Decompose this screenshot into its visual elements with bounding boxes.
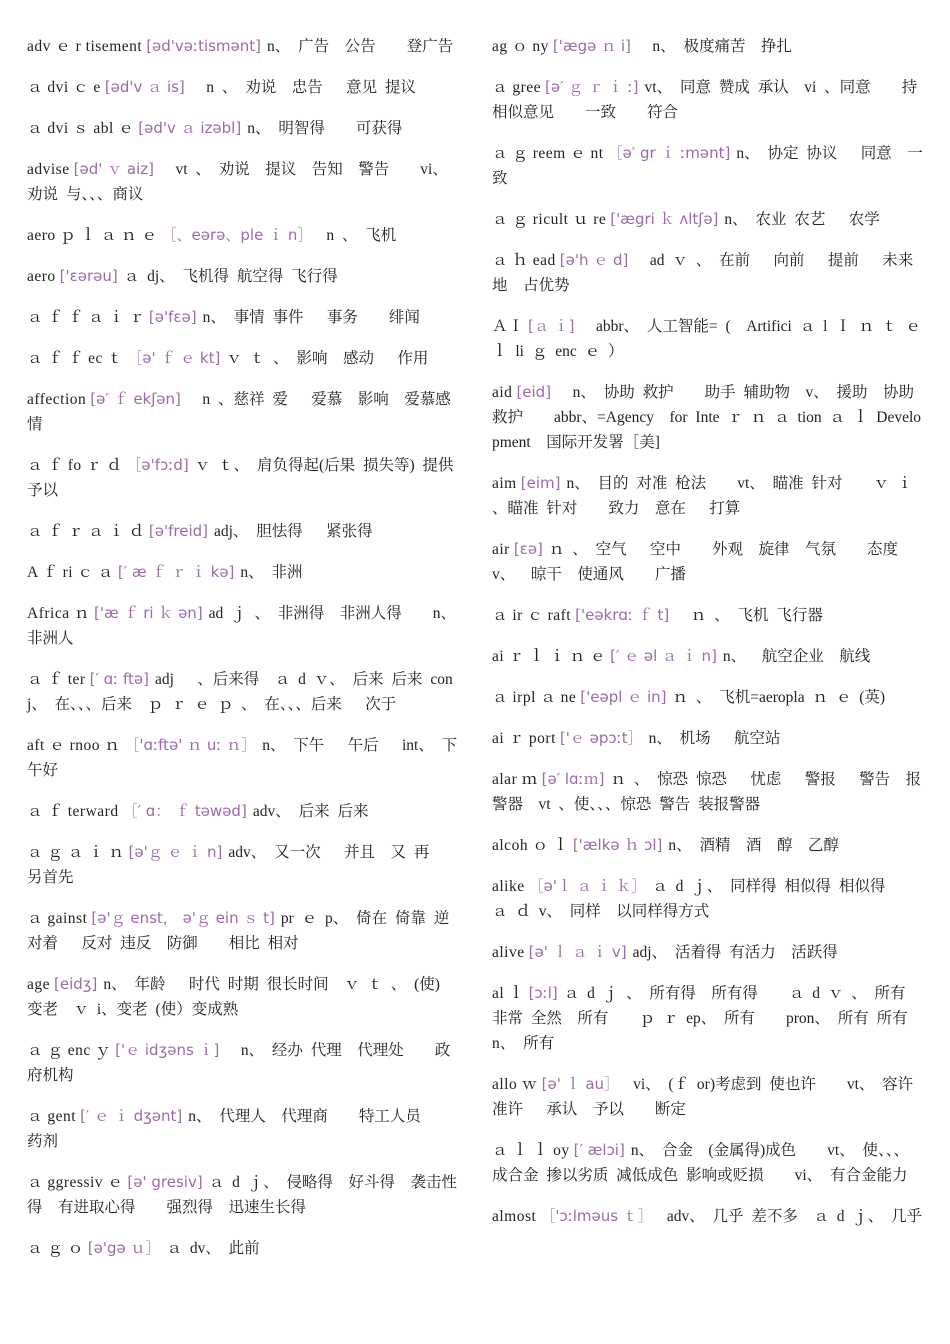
entry-phonetic: [ə′ lɑːｍ] [541, 770, 605, 788]
entry-phonetic: [ɔːl] [528, 984, 558, 1002]
entry-word: aero ｐ ｌ ａ ｎ ｅ [27, 227, 158, 244]
vocab-entry [27, 387, 460, 437]
entry-phonetic: [eid] [516, 383, 552, 401]
entry-phonetic: ['ægri ｋ ʌltʃə] [610, 210, 719, 228]
vocab-entry [27, 560, 460, 585]
entry-definition: n、 代理人 代理商 特工人员 药剂 [27, 1108, 452, 1150]
entry-definition: vt、 同意 赞成 承认 vi 、同意 持相似意见 一致 符合 [492, 79, 918, 121]
vocab-entry [492, 874, 924, 924]
entry-word: ａ ｆ ｆ ａ ｉ ｒ [27, 309, 145, 326]
entry-phonetic: [ə' ｌ au］ [541, 1075, 612, 1093]
entry-word: ａ ｆ ter [27, 671, 86, 688]
entry-definition: n、 目的 对准 枪法 vt、 瞄准 针对 ｖ ｉ 、瞄准 针对 致力 意在 打算 [492, 475, 913, 517]
entry-phonetic: [ə' gresiv] [127, 1173, 203, 1191]
entry-definition: ｎ 、 飞机=aeropla ｎ ｅ (英) [672, 689, 886, 706]
entry-word: al ｌ [492, 985, 525, 1002]
entry-phonetic: [əd'v ａ izəbl] [138, 119, 242, 137]
entry-definition: ｖ ｔ、 肩负得起(后果 损失等) 提供 予以 [27, 457, 454, 499]
entry-phonetic: [eim] [520, 474, 561, 492]
entry-definition: adv、 几乎 差不多 ａ d ｊ、 几乎 [651, 1208, 923, 1225]
entry-word: ａ ｇ reem ｅ nt [492, 145, 604, 162]
entry-phonetic: [əd'vəːtismənt] [146, 37, 262, 55]
entry-word: ａ ｇ ｏ [27, 1240, 84, 1257]
entry-definition: ａ d ｊ、 同样得 相似得 相似得 ａ ｄ v、 同样 以同样得方式 [492, 878, 917, 920]
entry-word: ａ gree [492, 79, 542, 96]
entry-phonetic: ['æ ｆ ri ｋ ən] [93, 604, 203, 622]
entry-definition: n、 年龄 时代 时期 很长时间 ｖ ｔ 、 (使) 变老 ｖ i、变老 (使）变成熟 [27, 976, 440, 1018]
vocab-entry [492, 1072, 924, 1122]
entry-definition: vi、 (ｆ or)考虑到 使也许 vt、 容许 准许 承认 予以 断定 [492, 1076, 914, 1118]
vocab-entry [492, 833, 924, 858]
vocab-entry [492, 380, 930, 455]
entry-definition: abbr、 人工智能= ( Artifici ａ l Ｉ ｎ ｔ ｅ ｌ li ｇ enc ｅ ） [492, 318, 921, 360]
vocab-entry [492, 603, 924, 628]
entry-phonetic: [əd'v ａ is] [104, 78, 185, 96]
entry-phonetic: ［ə' ｆ ｅ kt] [127, 349, 221, 367]
entry-word: ａ ｈ ead [492, 252, 556, 269]
entry-word: aim [492, 475, 517, 492]
entry-definition: ａ dj、 飞机得 航空得 飞行得 [123, 268, 338, 285]
entry-definition: ｖ ｔ 、 影响 感动 作用 [226, 350, 429, 367]
entry-phonetic: [′ æ ｆ ｒ ｉ kə] [117, 563, 235, 581]
entry-word: ＡＩ [492, 318, 525, 335]
entry-word: ａ ｆ terward [27, 803, 119, 820]
entry-definition: n 、 飞机 [310, 227, 397, 244]
vocab-entry [27, 223, 460, 248]
entry-phonetic: [ə′ ｆ ekʃən] [90, 390, 181, 408]
vocab-entry [27, 453, 460, 503]
entry-definition: vt 、 劝说 提议 告知 警告 vi、劝说 与、、、商议 [27, 161, 448, 203]
vocab-entry [27, 519, 460, 544]
entry-definition: n、 协定 协议 同意 一致 [492, 145, 923, 187]
entry-word: ａ ｇ ａ ｉ ｎ [27, 844, 125, 861]
entry-definition: n、 下午 午后 int、 下午好 [27, 737, 458, 779]
entry-word: ａ dvi ｃ e [27, 79, 101, 96]
entry-definition: n、 合金 (金属得)成色 vt、 使、、、成合金 掺以劣质 减低成色 影响或贬损 vi、 有合金能力 [492, 1142, 909, 1184]
vocab-entry [492, 75, 924, 125]
vocab-entry [27, 34, 460, 59]
entry-definition: adv、 又一次 并且 又 再 另首先 [27, 844, 461, 886]
entry-phonetic: [əd' ｖ aiz] [73, 160, 154, 178]
vocab-entry [492, 767, 924, 817]
right-column [492, 34, 930, 1245]
vocab-entry [492, 34, 924, 59]
vocab-entry [27, 346, 460, 371]
entry-word: ａ ｆ ｒ ａ ｉ ｄ [27, 523, 145, 540]
vocab-entry [492, 981, 924, 1056]
vocab-entry [27, 972, 460, 1022]
entry-word: alike [492, 878, 525, 895]
entry-definition: ａ d ｊ 、 所有得 所有得 ａ d ｖ 、 所有 非常 全然 所有 ｐ ｒ ep、 所有 pron、 所有 所有 n、 所有 [492, 985, 924, 1052]
entry-word: alive [492, 944, 525, 961]
vocab-entry [492, 314, 924, 364]
vocab-entry [492, 207, 924, 232]
entry-definition: ad ｊ 、 非洲得 非洲人得 n、非洲人 [27, 605, 457, 647]
entry-definition: adv、 后来 后来 [252, 803, 369, 820]
vocab-entry [27, 1170, 460, 1220]
entry-phonetic: [ə' ｌ ａ ｉ v] [528, 943, 627, 961]
vocab-entry [27, 667, 460, 717]
entry-definition: ａ d ｊ、 侵略得 好斗得 袭击性得 有进取心得 强烈得 迅速生长得 [27, 1174, 457, 1216]
entry-word: air [492, 541, 510, 558]
entry-phonetic: [ə′ ｇ ｒ ｉ ː] [545, 78, 639, 96]
vocab-entry [492, 248, 924, 298]
entry-word: aid [492, 384, 513, 401]
vocab-entry [27, 906, 460, 956]
vocab-entry [27, 305, 460, 330]
entry-word: ａ ir ｃ raft [492, 607, 572, 624]
entry-word: ａ ggressiv ｅ [27, 1174, 124, 1191]
vocab-entry [27, 157, 460, 207]
entry-word: ai ｒ port [492, 730, 556, 747]
entry-phonetic: [eidʒ] [54, 975, 98, 993]
vocab-entry [27, 840, 460, 890]
entry-word: almost [492, 1208, 537, 1225]
entry-word: A ｆ ri ｃ ａ [27, 564, 114, 581]
entry-definition: adj、 胆怯得 紧张得 [213, 523, 373, 540]
entry-word: ａ ｌ ｌ oy [492, 1142, 570, 1159]
entry-word: aero [27, 268, 56, 285]
entry-phonetic: [ə'gə ｕ］ [87, 1239, 161, 1257]
entry-word: alcoh ｏ ｌ [492, 837, 569, 854]
entry-word: ag ｏ ny [492, 38, 549, 55]
entry-phonetic: ［ə'fɔːd] [126, 456, 189, 474]
vocab-entry [492, 141, 924, 191]
entry-word: adv ｅ r tisement [27, 38, 143, 55]
vocab-entry [492, 644, 924, 669]
entry-definition: n、 明智得 可获得 [247, 120, 403, 137]
entry-definition: ad ｖ 、 在前 向前 提前 未来地 占优势 [492, 252, 914, 294]
entry-definition: n、 广告 公告 登广告 [267, 38, 454, 55]
entry-definition: ａ dv、 此前 [166, 1240, 260, 1257]
entry-phonetic: [′ ｅ ｉ dʒənt] [80, 1107, 183, 1125]
entry-phonetic: ['eəpl ｅ in] [580, 688, 667, 706]
entry-phonetic: ['ɛərəu] [59, 267, 118, 285]
vocab-entry [27, 75, 460, 100]
entry-phonetic: [ə'ｇ enst， ə'ｇ ein ｓ t] [91, 909, 275, 927]
entry-word: ａ gent [27, 1108, 77, 1125]
entry-phonetic: ［′ ɑ： ｆ təwəd] [122, 802, 247, 820]
entry-definition: n、 机场 航空站 [648, 730, 781, 747]
entry-definition: adj、 活着得 有活力 活跃得 [632, 944, 838, 961]
entry-word: ai ｒ ｌ ｉ ｎ ｅ [492, 648, 607, 665]
entry-definition: n、 农业 农艺 农学 [724, 211, 880, 228]
vocab-entry [492, 1204, 924, 1229]
entry-definition: n、 事情 事件 事务 绯闻 [202, 309, 420, 326]
entry-definition: n、 协助 救护 助手 辅助物 v、 援助 协助 救护 abbr、=Agency for Inte ｒ ｎ ａ tion ａ ｌ Development 国际开发署［美] [492, 384, 930, 451]
entry-phonetic: [ａ ｉ] [528, 317, 575, 335]
entry-phonetic: [ə'fɛə] [148, 308, 197, 326]
entry-phonetic: ['eəkrɑː ｆ t] [575, 606, 670, 624]
entry-definition: n、 航空企业 航线 [722, 648, 871, 665]
entry-phonetic: [ə'freid] [148, 522, 208, 540]
vocab-entry [492, 471, 924, 521]
entry-word: ａ irpl ａ ne [492, 689, 577, 706]
vocab-entry [492, 1138, 924, 1188]
entry-word: ａ gainst [27, 910, 88, 927]
entry-phonetic: ['ｅ idʒəns ｉ] [115, 1041, 220, 1059]
entry-phonetic: [ə'h ｅ d] [559, 251, 629, 269]
entry-phonetic: ［'ɑːftə' ｎ uː ｎ］ [124, 736, 257, 754]
entry-definition: ｎ 、 飞机 飞行器 [675, 607, 823, 624]
entry-definition: n 、 劝说 忠告 意见 提议 [190, 79, 417, 96]
entry-phonetic: [ɛə] [513, 540, 543, 558]
entry-phonetic: [′ ｅ əl ａ ｉ n] [610, 647, 717, 665]
entry-word: ａ ｇ enc ｙ [27, 1042, 112, 1059]
entry-phonetic: ['ælkə ｈ ɔl] [572, 836, 663, 854]
vocab-entry [492, 537, 924, 587]
entry-phonetic: ['ｅ əpɔːt］ [559, 729, 643, 747]
entry-phonetic: [′ ælɔi] [573, 1141, 625, 1159]
entry-definition: ｎ 、 空气 空中 外观 旋律 气氛 态度 v、 晾干 使通风 广播 [492, 541, 914, 583]
entry-definition: adj 、后来得 ａ d ｖ、 后来 后来 conj、 在、、、后来 ｐ ｒ ｅ ｐ 、 在、、、后来 次于 [27, 671, 453, 713]
entry-word: ａ dvi ｓ abl ｅ [27, 120, 135, 137]
entry-definition: n 、慈祥 爱 爱慕 影响 爱慕感情 [27, 391, 451, 433]
vocab-entry [492, 685, 924, 710]
entry-word: ａ ｆ fo ｒ ｄ [27, 457, 123, 474]
entry-phonetic: ['ægə ｎ i] [552, 37, 631, 55]
entry-definition: n、 经办 代理 代理处 政府机构 [27, 1042, 451, 1084]
vocab-entry [492, 726, 924, 751]
entry-word: advise [27, 161, 70, 178]
entry-word: age [27, 976, 51, 993]
entry-phonetic: [′ ɑː ftə] [89, 670, 149, 688]
entry-word: alar ｍ [492, 771, 538, 788]
vocab-entry [27, 264, 460, 289]
vocab-entry [27, 733, 460, 783]
vocab-entry [27, 116, 460, 141]
entry-word: aft ｅ rnoo ｎ [27, 737, 121, 754]
entry-word: allo ｗ [492, 1076, 538, 1093]
vocab-entry [27, 1038, 460, 1088]
entry-word: ａ ｆ ｆ ec ｔ [27, 350, 124, 367]
entry-phonetic: ［ə′ gr ｉ ːmənt] [607, 144, 731, 162]
entry-word: Africa ｎ [27, 605, 90, 622]
entry-phonetic: ［'ɔːlməus ｔ］ [540, 1207, 646, 1225]
vocab-entry [27, 1236, 460, 1261]
vocab-entry [492, 940, 924, 965]
entry-phonetic: [ə'ｇ ｅ ｉ n] [128, 843, 223, 861]
vocab-entry [27, 601, 460, 651]
vocab-entry [27, 799, 460, 824]
entry-word: ａ ｇ ricult ｕ re [492, 211, 607, 228]
entry-definition: n、 极度痛苦 挣扎 [636, 38, 793, 55]
entry-definition: pr ｅ p、 倚在 倚靠 逆 对着 反对 违反 防御 相比 相对 [27, 910, 450, 952]
entry-definition: n、 酒精 酒 醇 乙醇 [668, 837, 840, 854]
entry-word: affection [27, 391, 87, 408]
entry-phonetic: ［ə'ｌ ａ ｉ ｋ］ [528, 877, 647, 895]
left-column [27, 34, 460, 1277]
entry-phonetic: ［、eərə、ple ｉ n］ [161, 226, 305, 244]
entry-definition: n、 非洲 [240, 564, 303, 581]
entry-definition: ｎ 、 惊恐 惊恐 忧虑 警报 警告 报警器 vt 、使、、、惊恐 警告 装报警器 [492, 771, 922, 813]
vocab-entry [27, 1104, 460, 1154]
